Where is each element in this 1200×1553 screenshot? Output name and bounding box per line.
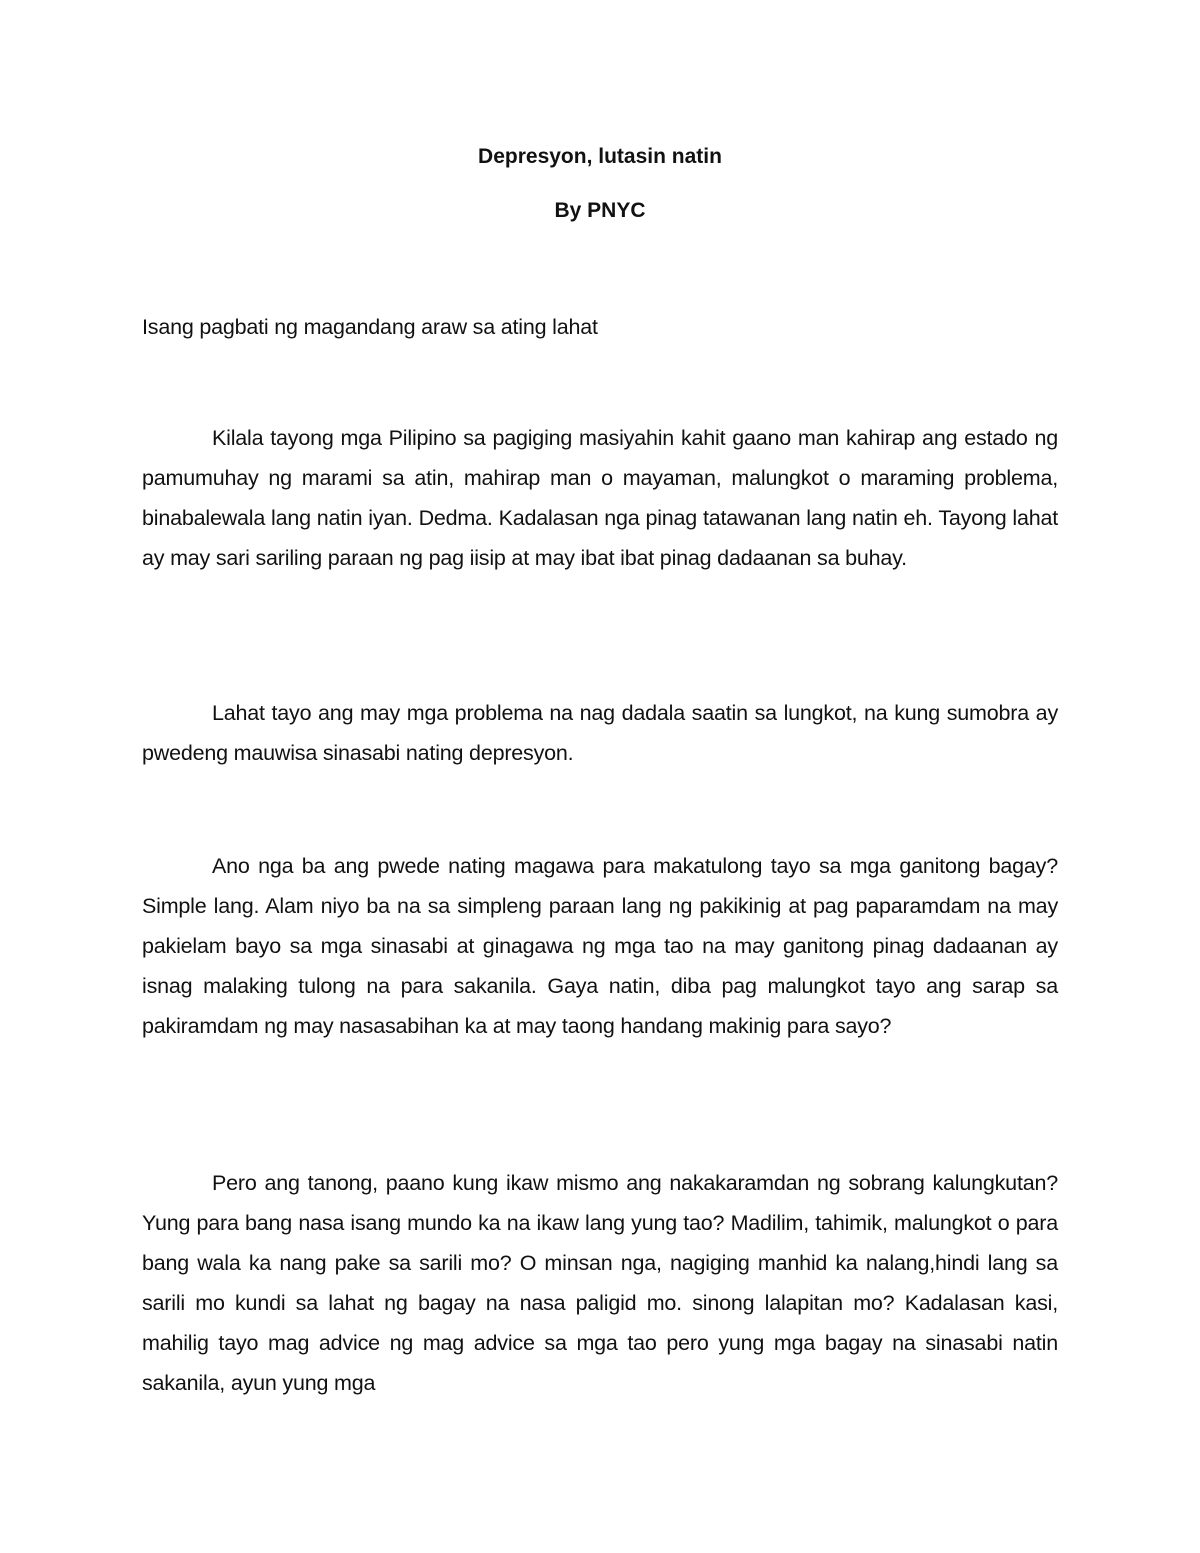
document-author: By PNYC: [554, 199, 646, 222]
paragraph-4: Pero ang tanong, paano kung ikaw mismo ang nakakaramdan ng sobrang kalungkutan? Yung para bang nasa isang mundo ka na ikaw lang yung tao? Madilim, tahimik, malungkot o para bang wala ka nang pake sa sarili mo? O minsan nga, nagiging manhid ka nalang,hindi lang sa sarili mo kundi sa lahat ng bagay na nasa paligid mo. sinong lalapitan mo? Kadalasan kasi, mahilig tayo mag advice ng mag advice sa mga tao pero yung mga bagay na sinasabi natin sakanila, ayun yung mga: [142, 1171, 1058, 1395]
paragraph-2: Lahat tayo ang may mga problema na nag dadala saatin sa lungkot, na kung sumobra ay pwedeng mauwisa sinasabi nating depresyon.: [142, 701, 1058, 765]
greeting-line: Isang pagbati ng magandang araw sa ating lahat: [142, 315, 598, 339]
paragraph-1: Kilala tayong mga Pilipino sa pagiging masiyahin kahit gaano man kahirap ang estado ng pamumuhay ng marami sa atin, mahirap man o mayaman, malungkot o maraming problema, binabalewala lang natin iyan. Dedma. Kadalasan nga pinag tatawanan lang natin eh. Tayong lahat ay may sari sariling paraan ng pag iisip at may ibat ibat pinag dadaanan sa buhay.: [142, 426, 1058, 570]
document-title: Depresyon, lutasin natin: [478, 145, 722, 168]
paragraph-3: Ano nga ba ang pwede nating magawa para makatulong tayo sa mga ganitong bagay? Simple lang. Alam niyo ba na sa simpleng paraan lang ng pakikinig at pag paparamdam na may pakielam bayo sa mga sinasabi at ginagawa ng mga tao na may ganitong pinag dadaanan ay isnag malaking tulong na para sakanila. Gaya natin, diba pag malungkot tayo ang sarap sa pakiramdam ng may nasasabihan ka at may taong handang makinig para sayo?: [142, 854, 1058, 1038]
